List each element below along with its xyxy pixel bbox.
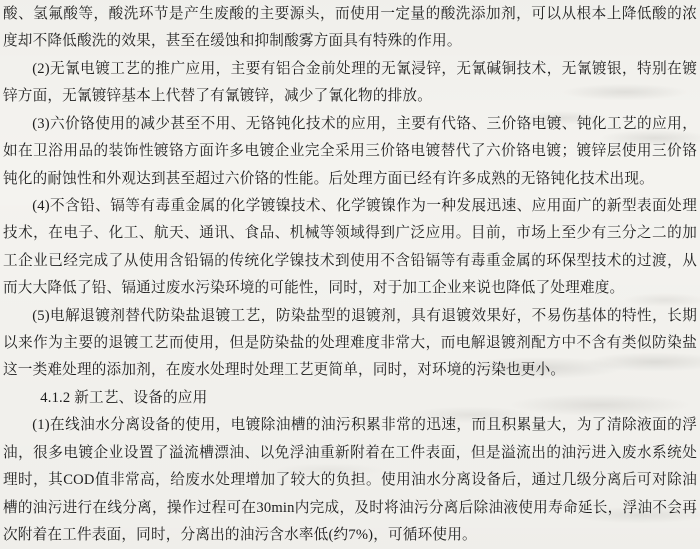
section-heading-4-1-2: 4.1.2 新工艺、设备的应用 [40,389,208,406]
paragraph-electrolytic-stripping-agent: (5)电解退镀剂替代防染盐退镀工艺，防染盐型的退镀剂，具有退镀效果好，不易伤基体的特性，长期以来作为主要的退镀工艺而使用，但是防染盐的处理难度非常大，而电解退镀剂配方中不含有类似防染盐这一类难处理的添加剂，在废水处理时处理工艺更简单，同时，对环境的污染也更小。 [3,307,697,379]
paragraph-acid-wash-continuation: 酸、氢氟酸等，酸洗环节是产生废酸的主要源头，而使用一定量的酸洗添加剂，可以从根本上降低酸的浓度却不降低酸洗的效果，甚至在缓蚀和抑制酸雾方面具有特殊的作用。 [3,6,697,50]
paragraph-online-oil-water-separation: (1)在线油水分离设备的使用，电镀除油槽的油污积累非常的迅速，而且积累量大，为了清除液面的浮油，很多电镀企业设置了溢流槽漂油、以免浮油重新附着在工件表面，但是溢流出的油污进入废水系统处理时，其COD值非常高，给废水处理增加了较大的负担。使用油水分离设备后，通过几级分离后可对除油槽的油污进行在线分离，操作过程可在30min内完成，及时将油污分离后除油液使用寿命延长，浮油不会再次附着在工件表面，同时，分离出的油污含水率低(约7%)，可循环使用。 [3,417,697,544]
paragraph-cyanide-free-plating: (2)无氰电镀工艺的推广应用，主要有铝合金前处理的无氰浸锌，无氰碱铜技术，无氰镀银，特别在镀锌方面，无氰镀锌基本上代替了有氰镀锌，减少了氰化物的排放。 [3,60,697,105]
paragraph-hexavalent-chromium-reduction: (3)六价铬使用的减少甚至不用、无铬钝化技术的应用，主要有代铬、三价铬电镀、钝化工艺的应用，如在卫浴用品的装饰性镀铬方面许多电镀企业完全采用三价铬电镀替代了六价铬电镀；镀锌层使用三价铬钝化的耐蚀性和外观达到甚至超过六价铬的性能。后处理方面已经有许多成熟的无铬钝化技术出现。 [3,115,697,187]
paragraph-lead-cadmium-free-nickel: (4)不含铅、镉等有毒重金属的化学镀镍技术、化学镀镍作为一种发展迅速、应用面广的新型表面处理技术，在电子、化工、航天、通讯、食品、机械等领域得到广泛应用。目前，市场上至少有三分之二的加工企业已经完成了从使用含铅镉的传统化学镍技术到使用不含铅镉等有毒重金属的环保型技术的过渡，从而大大降低了铅、镉通过废水污染环境的可能性，同时，对于加工企业来说也降低了处理难度。 [3,197,697,297]
